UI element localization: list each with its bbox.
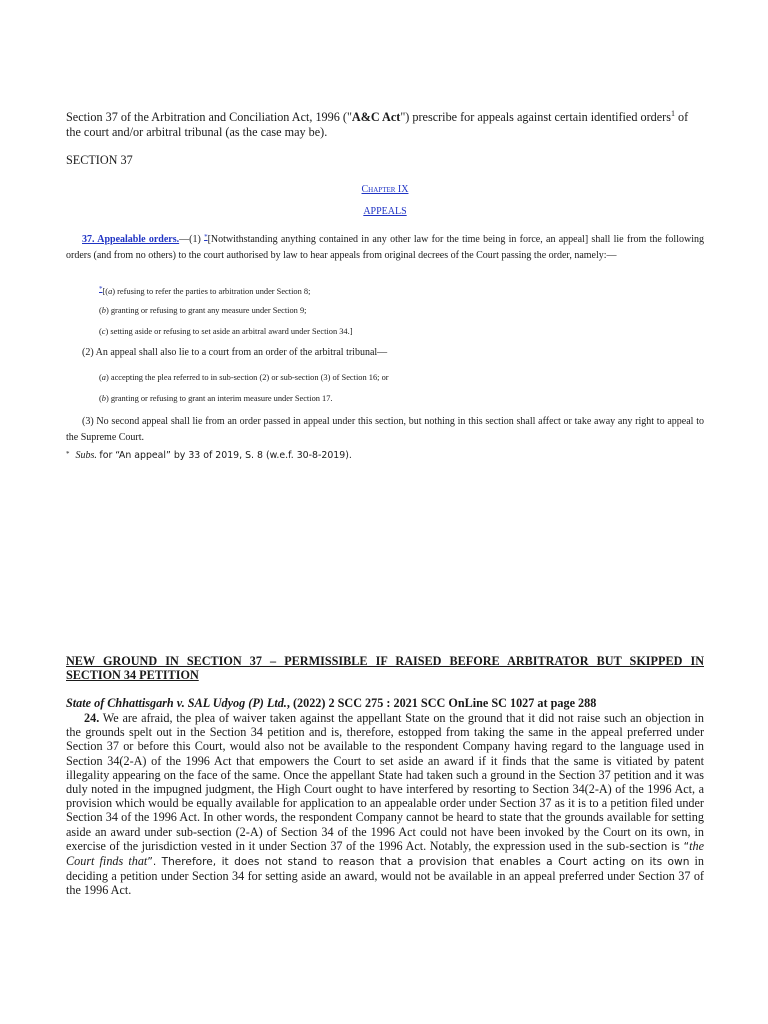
appeals-heading	[66, 206, 704, 217]
paragraph-24-sans-b: ”. Therefore, it does not stand to reason that a provision that enables a Court acting on its own	[147, 856, 690, 869]
footnote-subs: Subs.	[75, 450, 97, 461]
appealable-orders-link[interactable]: 37. Appealable orders.	[82, 234, 180, 245]
section-heading: SECTION 37	[66, 153, 133, 167]
footnote	[66, 450, 352, 461]
appeals-link[interactable]: APPEALS	[363, 206, 407, 217]
footnote-marker-link[interactable]: *	[204, 233, 208, 241]
paragraph-24-quote: the Court finds that	[66, 838, 704, 869]
paragraph-24-text: We are afraid, the plea of waiver taken against the appellant State on the ground that it did not raise such an objection in the grounds spelt out in the Section 34 petition and is, therefore, estopped from taking the same in the appeal preferred under Section 37 or before this Court, would also not be available to the respondent Company having regard to the language used in Section 34(2-A) of the 1996 Act that empowers the Court to set aside an award if it finds that the same is vitiated by patent illegality appearing on the face of the same. Once the appellant State had taken such a ground in the Section 37 petition and it was duly noted in the impugned judgment, the High Court ought to have interfered by resorting to Section 34(2-A) of the 1996 Act, a provision which would be equally available for application to an appealable order under Section 37 as it is to a petition filed under Section 34 of the 1996 Act. In other words, the respondent Company cannot be heard to state that the grounds available for setting aside an award under sub-section (2-A) of Section 34 of the 1996 Act could not have been invoked by the Court on its own, in exercise of the jurisdiction vested in it under Section 37 of the 1996 Act. Notably, the expression used in the	[66, 711, 704, 853]
intro-text-middle: ") prescribe for appeals against certain identified orders	[400, 110, 671, 124]
section37-text: [Notwithstanding anything contained in any other law for the time being in force, an appeal] shall lie from the following orders (and from no others) to the court authorised by law to hear appeals from original decrees of the Court passing the order, namely:—	[66, 234, 704, 261]
subsection-2-clause-b: (b) granting or refusing to grant an interim measure under Section 17.	[99, 394, 333, 403]
clause-a-label: a	[108, 287, 113, 296]
paragraph-24	[66, 711, 704, 898]
clause-b: (b) granting or refusing to grant any measure under Section 9;	[99, 306, 307, 315]
subsection-3: (3) No second appeal shall lie from an order passed in appeal under this section, but nothing in this section shall affect or take away any right to appeal to the Supreme Court.	[66, 416, 704, 443]
subsection-2-clause-a: (a) accepting the plea referred to in sub-section (2) or sub-section (3) of Section 16; or	[99, 373, 389, 382]
clause-c-label: c	[101, 327, 106, 336]
intro-paragraph	[66, 110, 704, 140]
paragraph-24-text-end: in deciding a petition under Section 34 for setting aside an award, would not be available in an appeal preferred under Section 37 of the 1996 Act.	[66, 854, 705, 898]
clause-c: (c) setting aside or refusing to set aside an arbitral award under Section 34.]	[99, 327, 353, 336]
footnote-star: *	[66, 450, 70, 458]
clause-b-label: b	[101, 306, 106, 315]
clause-a-footnote-link[interactable]: *	[99, 285, 103, 293]
subsection-number: —(1)	[179, 234, 205, 245]
paragraph-24-sans-a: sub-section is “	[606, 840, 690, 853]
sub2-clause-b-label: b	[101, 394, 106, 403]
sub2-clause-a-text: ) accepting the plea referred to in sub-section (2) or sub-section (3) of Section 16; or	[105, 373, 389, 382]
section37-paragraph	[66, 229, 704, 264]
intro-text-end: of the court and/or arbitral tribunal (as the case may be).	[66, 110, 689, 139]
clause-a: *[(a) refusing to refer the parties to arbitration under Section 8;	[99, 285, 311, 296]
case-citation	[66, 696, 596, 711]
subsection-2: (2) An appeal shall also lie to a court from an order of the arbitral tribunal—	[82, 347, 388, 358]
intro-bold-term: A&C Act	[351, 110, 401, 124]
footnote-reference: 1	[670, 109, 675, 118]
intro-text: Section 37 of the Arbitration and Conciliation Act, 1996 ("	[66, 110, 352, 124]
case-name: State of Chhattisgarh v. SAL Udyog (P) Ltd.	[66, 696, 287, 710]
chapter-heading	[66, 184, 704, 195]
clause-b-text: ) granting or refusing to grant any measure under Section 9;	[105, 306, 307, 315]
sub2-clause-a-label: a	[101, 373, 106, 382]
new-ground-heading-line2: SECTION 34 PETITION	[66, 668, 199, 682]
sub2-clause-b-text: ) granting or refusing to grant an interim measure under Section 17.	[105, 394, 333, 403]
paragraph-number: 24.	[84, 711, 100, 725]
case-cite: , (2022) 2 SCC 275 : 2021 SCC OnLine SC 1027 at page 288	[286, 696, 597, 710]
footnote-text: for “An appeal” by 33 of 2019, S. 8 (w.e.f. 30-8-2019).	[99, 450, 352, 461]
clause-c-text: ) setting aside or refusing to set aside an arbitral award under Section 34.]	[105, 327, 353, 336]
chapter-link[interactable]: Chapter IX	[361, 184, 409, 195]
clause-a-text: ) refusing to refer the parties to arbitration under Section 8;	[112, 287, 311, 296]
new-ground-heading-line1: NEW GROUND IN SECTION 37 – PERMISSIBLE IF RAISED BEFORE ARBITRATOR BUT SKIPPED IN	[66, 654, 704, 668]
